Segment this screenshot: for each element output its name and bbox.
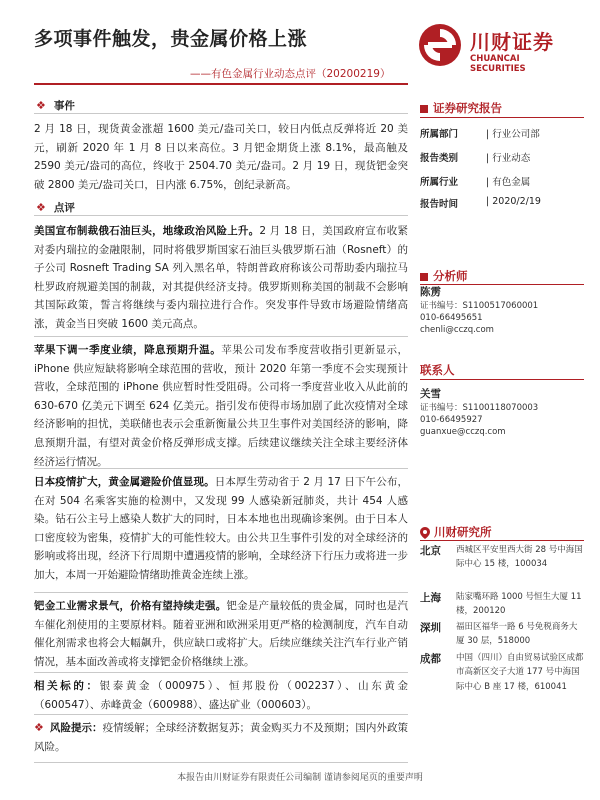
analyst-name: 陈雳 (420, 286, 441, 298)
report-subtitle: ——有色金属行业动态点评（20200219） (190, 68, 391, 80)
events-paragraph: 2 月 18 日，现货黄金涨超 1600 美元/盎司关口，较日内低点反弹将近 20 美元，刷新 2020 年 1 月 8 日以来高位。3 月钯金期货上涨 8.1%，最高触及 2590 美元/盎司的高位，终收于 2504.70 美元/盎司。2 月 19 日，现货钯金突破 2800 美元/盎司关口，日内涨 6.75%，创纪录新高。 (34, 123, 408, 191)
institute-heading: 川财研究所 (420, 524, 492, 540)
comment-paragraph-3: 日本疫情扩大，黄金属避险价值显现。日本厚生劳动省于 2 月 17 日下午公布，在对 504 名乘客实施的检测中，又发现 99 人感染新冠肺炎，共计 454 人感染。钻石公主号上感染人数扩大的同时，日本本地也出现确诊案例。由于日本人口密度较为密集，疫情扩大的可能性较大。由公共卫生事件引发的对全球经济的影响或将出现，经济下行周期中遭遇疫情的影响，全球经济下行压力或将进一步加大，本周一开始避险情绪助推黄金连续上涨。 (34, 476, 408, 581)
comment-lead-2: 苹果下调一季度业绩，降息预期升温。 (34, 344, 222, 356)
office-city-beijing: 北京 (420, 545, 441, 557)
section-bullet-icon: ❖ (36, 201, 46, 214)
comment-lead-1: 美国宣布制裁俄石油巨头，地缘政治风险上升。 (34, 225, 260, 237)
paragraph-divider (34, 714, 408, 715)
office-city-chengdu: 成都 (420, 653, 441, 665)
square-bullet-icon (420, 273, 428, 281)
analyst-divider (420, 284, 584, 285)
report-title: 多项事件触发，贵金属价格上涨 (34, 28, 308, 50)
office-address-shenzhen: 福田区福华一路 6 号免税商务大厦 30 层，518000 (456, 622, 578, 647)
company-logo (418, 20, 578, 74)
location-pin-icon (420, 527, 430, 539)
section-bullet-icon: ❖ (34, 721, 44, 734)
footer-divider (34, 762, 408, 763)
comment-divider (34, 215, 408, 216)
contact-email: guanxue@cczq.com (420, 427, 506, 437)
analyst-cert: 证书编号：S1100517060001 (420, 301, 539, 311)
office-city-shenzhen: 深圳 (420, 622, 441, 634)
paragraph-divider (34, 468, 408, 469)
section-bullet-icon: ❖ (36, 99, 46, 112)
paragraph-divider (34, 672, 408, 673)
office-address-chengdu: 中国（四川）自由贸易试验区成都市高新区交子大道 177 号中海国际中心 B 座 17 楼，610041 (456, 653, 584, 692)
contact-phone: 010-66495927 (420, 415, 483, 425)
comment-lead-3: 日本疫情扩大，黄金属避险价值显现。 (34, 476, 215, 488)
header-divider (34, 83, 408, 85)
contact-name: 关雪 (420, 388, 441, 400)
office-address-beijing: 西城区平安里西大街 28 号中海国际中心 15 楼，100034 (456, 545, 583, 570)
contact-divider (420, 379, 584, 380)
institute-divider (420, 540, 584, 541)
report-info-heading: 证券研究报告 (420, 100, 502, 116)
contact-card (420, 388, 584, 438)
chuancai-logo-icon (418, 23, 462, 67)
events-divider (34, 113, 408, 114)
analyst-phone: 010-66495651 (420, 313, 483, 323)
targets-label: 相关标的： (34, 680, 100, 692)
analyst-email: chenli@cczq.com (420, 325, 494, 335)
square-bullet-icon (420, 105, 428, 113)
analyst-card (420, 286, 584, 336)
contact-heading: 联系人 (420, 363, 455, 377)
comment-paragraph-1: 美国宣布制裁俄石油巨头，地缘政治风险上升。2 月 18 日，美国政府宣布收紧对委内瑞拉的金融限制，同时将俄罗斯国家石油巨头俄罗斯石油（Rosneft）的子公司 Rosneft Trading SA 列入黑名单，特朗普政府称该公司帮助委内瑞拉马杜罗政府规避美国的制裁，对其提供经济支持。俄罗斯则称美国的制裁不会影响其国际政策，誓言将继续与委内瑞拉进行合作。突发事件导致市场避险情绪高涨，黄金当日突破 1600 美元高点。 (34, 225, 408, 330)
logo-name-en: CHUANCAI SECURITIES (470, 54, 526, 74)
office-address-shanghai: 陆家嘴环路 1000 号恒生大厦 11 楼，200120 (456, 592, 582, 617)
contact-cert: 证书编号：S1100118070003 (420, 403, 539, 413)
comment-paragraph-2: 苹果下调一季度业绩，降息预期升温。苹果公司发布季度营收指引更新显示，iPhone 供应短缺将影响全球范围的营收，预计 2020 年第一季度不会实现预计营收，全球范围的 iPhone 供应暂时性受阻碍。公司将一季度营业收入从此前的 630-670 亿美元下调至 624 亿美元。指引发布使得市场加剧了此次疫情对全球经济影响的担忧，美联储也表示会重新衡量公共卫生事件对美国经济的影响，降息预期升温，有望对黄金价格反弹形成支撑。后续建议继续关注全球主要经济体经济运行情况。 (34, 344, 409, 468)
comment-heading: ❖ 点评 (36, 201, 75, 214)
comment-lead-4: 钯金工业需求景气，价格有望持续走强。 (34, 600, 227, 612)
risk-label: 风险提示： (49, 722, 103, 734)
events-heading: ❖ 事件 (36, 99, 75, 112)
related-targets: 相关标的：银泰黄金（000975）、恒邦股份（002237）、山东黄金（600547）、赤峰黄金（600988）、盛达矿业（000603）。 (34, 680, 408, 711)
logo-name-cn: 川财证券 (470, 30, 554, 54)
office-city-shanghai: 上海 (420, 592, 441, 604)
paragraph-divider (34, 592, 408, 593)
analyst-heading: 分析师 (420, 268, 468, 284)
report-info-divider (420, 117, 584, 118)
paragraph-divider (34, 336, 408, 337)
footer-disclaimer: 本报告由川财证券有限责任公司编制 谨请参阅尾页的重要声明 (177, 773, 423, 783)
risk-warning: ❖ 风险提示：疫情缓解；全球经济数据复苏；黄金购买力不及预期；国内外政策风险。 (34, 721, 409, 753)
comment-paragraph-4: 钯金工业需求景气，价格有望持续走强。钯金是产量较低的贵金属，同时也是汽车催化剂使用的主要原材料。随着亚洲和欧洲采用更严格的检测制度，汽车自动催化剂需求也将会大幅飙升，供应缺口或将扩大。后续应继续关注汽车行业产销情况，基本面改善或将支撑钯金价格继续上涨。 (34, 600, 409, 668)
